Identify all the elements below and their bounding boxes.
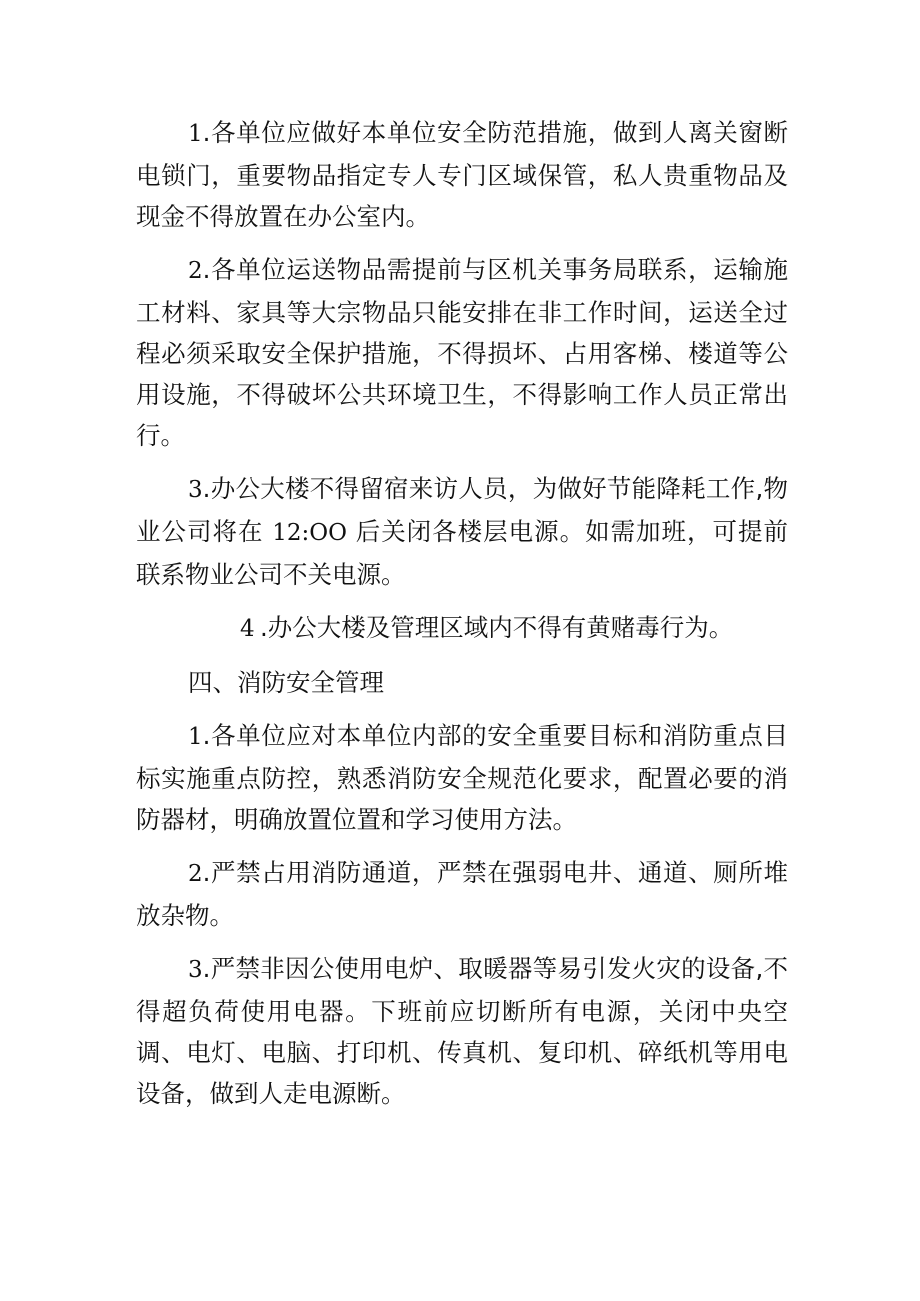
paragraph-2 [136,249,788,456]
section-heading: 四、消防安全管理 [188,668,384,697]
section-paragraph-2 [136,852,788,936]
paragraph-number: 1 [188,121,203,147]
paragraph-text: .严禁占用消防通道，严禁在强弱电井、通道、厕所堆放杂物。 [136,858,788,930]
paragraph-text: .各单位运送物品需提前与区机关事务局联系，运输施工材料、家具等大宗物品只能安排在非工作时间，运送全过程必须采取安全保护措施，不得损坏、占用客梯、楼道等公用设施，不得破坏公共环境卫生，不得影响工作人员正常出行。 [136,255,788,450]
paragraph-text: .各单位应对本单位内部的安全重要目标和消防重点目标实施重点防控，熟悉消防安全规范化要求，配置必要的消防器材，明确放置位置和学习使用方法。 [136,721,788,834]
paragraph-1 [136,112,788,237]
section-paragraph-1 [136,715,788,840]
paragraph-text: .办公大楼不得留宿来访人员，为做好节能降耗工作,物业公司将在 [136,474,788,546]
paragraph-number: 3 [188,957,203,983]
document-body [136,112,788,1126]
paragraph-text: .严禁非因公使用电炉、取暖器等易引发火灾的设备,不得超负荷使用电器。下班前应切断所有电源，关闭中央空调、电灯、电脑、打印机、传真机、复印机、碎纸机等用电设备，做到人走电源断。 [136,954,788,1108]
paragraph-text: .各单位应做好本单位安全防范措施，做到人离关窗断电锁门，重要物品指定专人专门区域保管，私人贵重物品及现金不得放置在办公室内。 [136,118,788,231]
paragraph-4 [136,607,788,650]
paragraph-text: 后关闭各楼层电源。如需加班，可提前联系物业公司不关电源。 [136,517,788,589]
paragraph-3 [136,468,788,595]
paragraph-number: 3 [188,477,203,503]
paragraph-number: 1 [188,724,203,750]
paragraph-text: .办公大楼及管理区域内不得有黄赌毒行为。 [260,613,734,642]
paragraph-number: 4 [240,616,255,642]
paragraph-number: 2 [188,861,203,887]
time-value: 12:OO [272,520,347,546]
section-paragraph-3 [136,948,788,1114]
paragraph-number: 2 [188,258,203,284]
